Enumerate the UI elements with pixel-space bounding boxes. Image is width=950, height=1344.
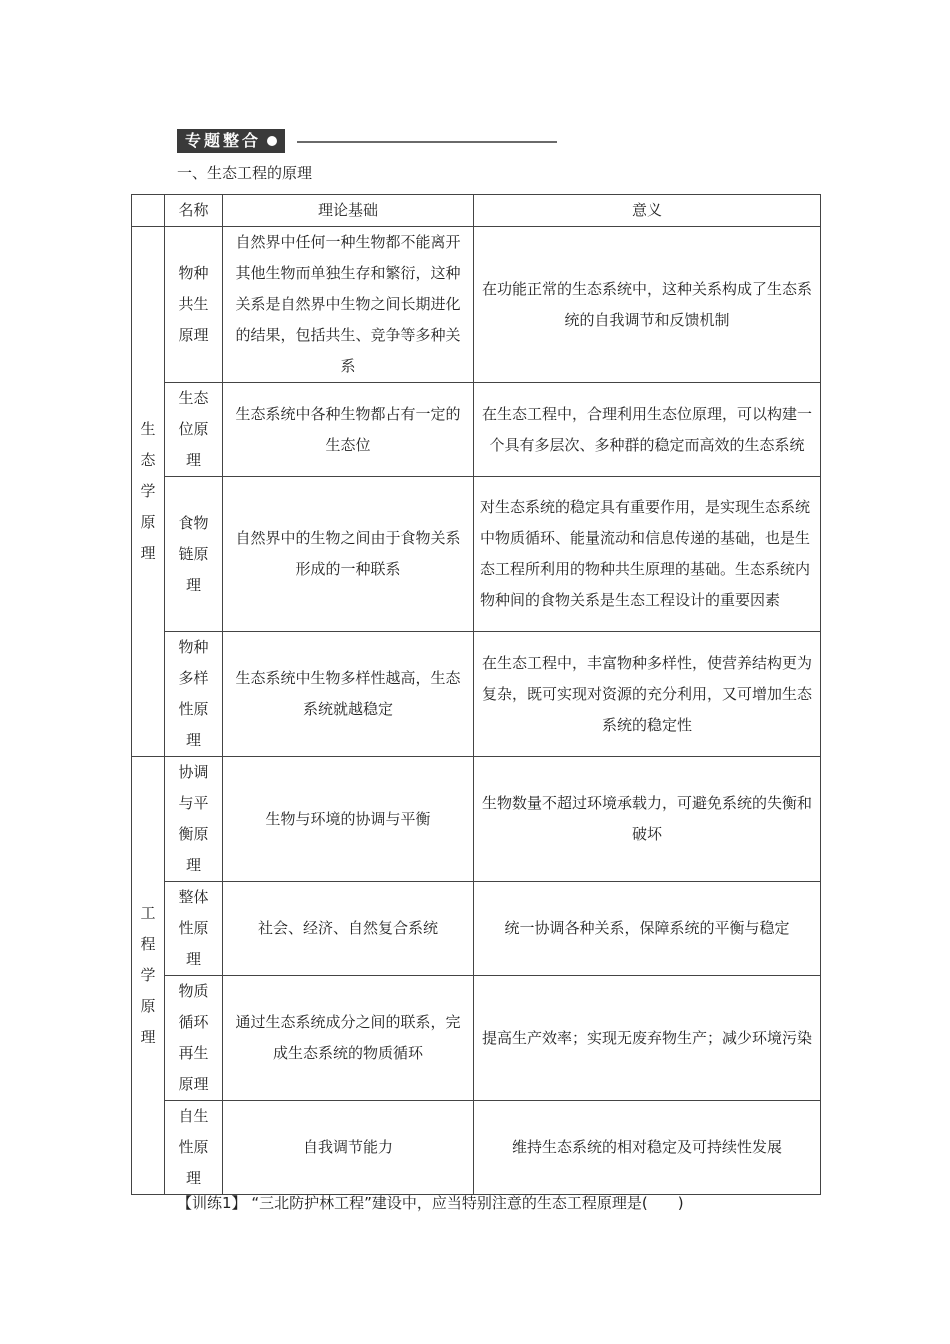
banner-rule xyxy=(297,141,557,143)
row-name: 物质循环再生原理 xyxy=(165,976,223,1101)
row-name: 物种多样性原理 xyxy=(165,632,223,757)
table-header-row xyxy=(132,195,821,227)
row-meaning: 对生态系统的稳定具有重要作用，是实现生态系统中物质循环、能量流动和信息传递的基础，也是生态工程所利用的物种共生原理的基础。生态系统内物种间的食物关系是生态工程设计的重要因素 xyxy=(474,477,821,632)
row-theory: 自然界中的生物之间由于食物关系形成的一种联系 xyxy=(223,477,474,632)
row-meaning: 生物数量不超过环境承载力，可避免系统的失衡和破坏 xyxy=(474,757,821,882)
row-meaning: 维持生态系统的相对稳定及可持续性发展 xyxy=(474,1101,821,1195)
row-meaning: 在功能正常的生态系统中，这种关系构成了生态系统的自我调节和反馈机制 xyxy=(474,227,821,383)
exercise-question xyxy=(177,1192,684,1213)
header-name: 名称 xyxy=(165,195,223,227)
section-title: 一、生态工程的原理 xyxy=(177,164,313,182)
row-theory: 生态系统中各种生物都占有一定的生态位 xyxy=(223,383,474,477)
table-row xyxy=(132,976,821,1101)
row-name: 物种共生原理 xyxy=(165,227,223,383)
row-meaning: 在生态工程中，合理利用生态位原理，可以构建一个具有多层次、多种群的稳定而高效的生态系统 xyxy=(474,383,821,477)
row-meaning: 提高生产效率；实现无废弃物生产；减少环境污染 xyxy=(474,976,821,1101)
table-row xyxy=(132,1101,821,1195)
row-meaning: 统一协调各种关系，保障系统的平衡与稳定 xyxy=(474,882,821,976)
row-theory: 通过生态系统成分之间的联系，完成生态系统的物质循环 xyxy=(223,976,474,1101)
table-row xyxy=(132,477,821,632)
bullet-dot-icon xyxy=(267,136,277,146)
row-theory: 自然界中任何一种生物都不能离开其他生物而单独生存和繁衍，这种关系是自然界中生物之间长期进化的结果，包括共生、竞争等多种关系 xyxy=(223,227,474,383)
exercise-text: “三北防护林工程”建设中，应当特别注意的生态工程原理是( ) xyxy=(251,1194,684,1212)
row-theory: 生物与环境的协调与平衡 xyxy=(223,757,474,882)
section-banner xyxy=(177,128,285,154)
group-label-engineering: 工程学原理 xyxy=(132,757,165,1195)
exercise-prefix: 【训练1】 xyxy=(177,1194,247,1212)
header-theory: 理论基础 xyxy=(223,195,474,227)
row-name: 协调与平衡原理 xyxy=(165,757,223,882)
table-row xyxy=(132,632,821,757)
row-theory: 自我调节能力 xyxy=(223,1101,474,1195)
banner-label-box xyxy=(177,129,285,153)
table-row xyxy=(132,383,821,477)
group-label-ecology: 生态学原理 xyxy=(132,227,165,757)
row-name: 自生性原理 xyxy=(165,1101,223,1195)
table-row xyxy=(132,227,821,383)
banner-label: 专题整合 xyxy=(185,131,262,150)
row-theory: 生态系统中生物多样性越高，生态系统就越稳定 xyxy=(223,632,474,757)
row-theory: 社会、经济、自然复合系统 xyxy=(223,882,474,976)
principles-table xyxy=(131,194,821,1195)
row-name: 生态位原理 xyxy=(165,383,223,477)
table-row xyxy=(132,757,821,882)
row-meaning: 在生态工程中，丰富物种多样性，使营养结构更为复杂，既可实现对资源的充分利用，又可增加生态系统的稳定性 xyxy=(474,632,821,757)
row-name: 整体性原理 xyxy=(165,882,223,976)
table-row xyxy=(132,882,821,976)
row-name: 食物链原理 xyxy=(165,477,223,632)
header-meaning: 意义 xyxy=(474,195,821,227)
header-blank xyxy=(132,195,165,227)
